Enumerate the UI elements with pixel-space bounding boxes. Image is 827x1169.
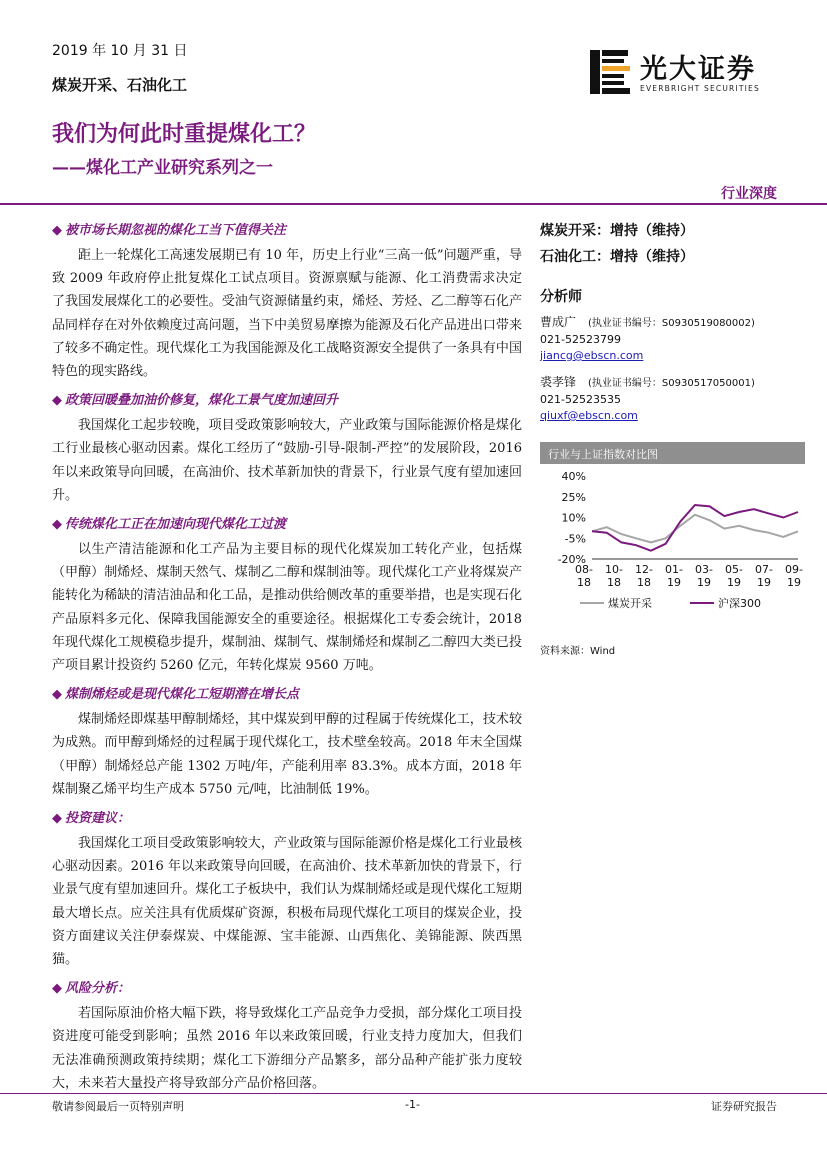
analyst-name: 裘孝锋	[540, 375, 577, 389]
chart-svg	[540, 464, 805, 634]
legend-label: 沪深300	[718, 597, 761, 610]
y-tick-label: -20%	[557, 553, 586, 566]
x-tick-label: 07-19	[755, 563, 773, 589]
section-paragraph: 距上一轮煤化工高速发展期已有 10 年，历史上行业“三高一低”问题严重，导致 2009 年政府停止批复煤化工试点项目。资源禀赋与能源、化工消费需求决定了我国发展煤化工的必要性。受油气资源储量约束，烯烃、芳烃、乙二醇等石化产品同样存在对外依赖度过高问题，当下中美贸易摩擦为能源及石化产品进出口带来了较多不确定性。现代煤化工为我国能源及化工战略资源安全提供了一条具有中国特色的现实路线。	[52, 248, 522, 380]
everbright-logo-icon	[590, 50, 632, 94]
section-paragraph: 我国煤化工项目受政策影响较大，产业政策与国际能源价格是煤化工行业最核心驱动因素。2016 年以来政策导向回暖，在高油价、技术革新加快的背景下，行业景气度有望加速回升。煤化工子板块中，我们认为煤制烯烃或是现代煤化工短期最大增长点。应关注具有优质煤矿资源，积极布局现代煤化工项目的煤炭企业，投资方面建议关注伊泰煤炭、中煤能源、宝丰能源、山西焦化、美锦能源、陕西黑猫。	[52, 836, 522, 968]
section-heading: 传统煤化工正在加速向现代煤化工过渡	[65, 517, 287, 533]
y-tick-label: 25%	[561, 490, 586, 504]
x-tick-label: 08-18	[575, 563, 593, 589]
analyst-name: 曹成广	[540, 315, 577, 329]
chart-source: 资料来源：Wind	[540, 646, 616, 657]
section-paragraph: 煤制烯烃即煤基甲醇制烯烃，其中煤炭到甲醇的过程属于传统煤化工，技术较为成熟。而甲醇到烯烃的过程属于现代煤化工，技术壁垒较高。2018 年末全国煤（甲醇）制烯烃总产能 1302 万吨/年，产能利用率 83.3%。成本方面，2018 年煤制聚乙烯平均生产成本 5750 元/吨，比油制低 19%。	[52, 712, 522, 797]
analyst-card	[540, 374, 790, 424]
diamond-bullet-icon: ◆	[52, 223, 62, 238]
analyst-card	[540, 314, 790, 364]
section-heading: 风险分析：	[65, 981, 131, 997]
report-title: 我们为何此时重提煤化工？	[52, 122, 317, 147]
analyst-phone: 021-52523799	[540, 333, 621, 346]
analyst-email-link[interactable]: qiuxf@ebscn.com	[540, 409, 638, 422]
section-2	[52, 513, 522, 677]
report-subtitle: ——煤化工产业研究系列之一	[52, 158, 273, 178]
report-type: 行业深度	[721, 186, 777, 202]
page-number: -1-	[405, 1098, 420, 1111]
footer-divider	[0, 1093, 827, 1094]
x-tick-label: 09-19	[785, 563, 803, 589]
chart-header: 行业与上证指数对比图	[540, 442, 805, 464]
section-0	[52, 219, 522, 383]
section-heading: 政策回暖叠加油价修复，煤化工景气度加速回升	[65, 393, 339, 409]
analyst-license: (执业证书编号：S0930519080002)	[588, 318, 755, 329]
footer-report-label: 证券研究报告	[711, 1100, 777, 1113]
x-tick-label: 05-19	[725, 563, 743, 589]
legend-label: 煤炭开采	[608, 597, 652, 610]
x-tick-label: 12-18	[635, 563, 653, 589]
y-tick-label: 10%	[561, 511, 586, 525]
analyst-license: (执业证书编号：S0930517050001)	[588, 378, 755, 389]
analyst-phone: 021-52523535	[540, 393, 621, 406]
section-3	[52, 683, 522, 801]
summary-column	[52, 215, 522, 1101]
x-tick-label: 10-18	[605, 563, 623, 589]
analyst-heading: 分析师	[540, 289, 582, 305]
y-tick-label: 40%	[561, 470, 586, 483]
footer-disclaimer: 敬请参阅最后一页特别声明	[52, 1100, 184, 1113]
section-paragraph: 我国煤化工起步较晚，项目受政策影响较大，产业政策与国际能源价格是煤化工行业最核心驱动因素。煤化工经历了“鼓励-引导-限制-严控”的发展阶段，2016 年以来政策导向回暖，在高油价、技术革新加快的背景下，行业景气度有望加速回升。	[52, 418, 522, 503]
index-comparison-chart	[540, 442, 805, 666]
header-divider	[0, 203, 827, 205]
section-paragraph: 若国际原油价格大幅下跌，将导致煤化工产品竞争力受损，部分煤化工项目投资进度可能受到影响；虽然 2016 年以来政策回暖，行业支持力度加大，但我们无法准确预测政策持续期；煤化工下游细分产品繁多，部分品种产能扩张力度较大，未来若大量投产将导致部分产品价格回落。	[52, 1006, 522, 1091]
rating-petrochem: 石油化工：增持（维持）	[540, 249, 694, 265]
section-1	[52, 389, 522, 507]
logo-name-en: EVERBRIGHT SECURITIES	[640, 84, 760, 93]
diamond-bullet-icon: ◆	[52, 393, 62, 409]
x-tick-label: 01-19	[665, 563, 683, 589]
diamond-bullet-icon: ◆	[52, 517, 62, 533]
x-tick-label: 03-19	[695, 563, 713, 589]
diamond-bullet-icon: ◆	[52, 811, 62, 827]
sector-label: 煤炭开采、石油化工	[52, 76, 188, 94]
section-5	[52, 977, 522, 1095]
series-line-0	[592, 515, 798, 543]
rating-coal: 煤炭开采：增持（维持）	[540, 223, 694, 239]
logo-name-cn: 光大证券	[640, 54, 756, 85]
section-heading: 被市场长期忽视的煤化工当下值得关注	[65, 223, 287, 238]
analyst-email-link[interactable]: jiancg@ebscn.com	[540, 349, 644, 362]
section-heading: 投资建议：	[65, 811, 131, 827]
diamond-bullet-icon: ◆	[52, 687, 62, 703]
section-heading: 煤制烯烃或是现代煤化工短期潜在增长点	[65, 687, 300, 703]
report-date: 2019 年 10 月 31 日	[52, 43, 188, 59]
section-paragraph: 以生产清洁能源和化工产品为主要目标的现代化煤炭加工转化产业，包括煤（甲醇）制烯烃、煤制天然气、煤制乙二醇和煤制油等。现代煤化工产业将煤炭产能转化为稀缺的清洁油品和化工品，是推动供给侧改革的重要举措，也是实现石化产品原料多元化、保障我国能源安全的重要途径。根据煤化工专委会统计，2018 年现代煤化工规模稳步提升，煤制油、煤制气、煤制烯烃和煤制乙二醇四大类已投产项目累计投资约 5260 亿元，年转化煤炭 9560 万吨。	[52, 542, 522, 674]
series-line-1	[592, 505, 798, 551]
section-4	[52, 807, 522, 971]
y-tick-label: -5%	[564, 532, 586, 546]
diamond-bullet-icon: ◆	[52, 981, 62, 997]
sidebar	[540, 218, 790, 434]
